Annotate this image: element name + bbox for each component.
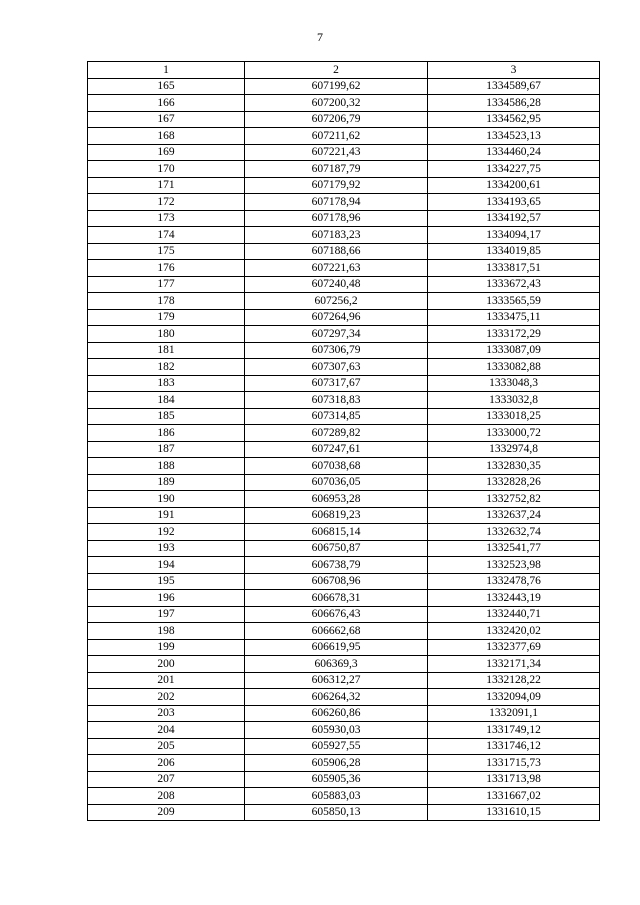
cell-x-coordinate: 607256,2 bbox=[245, 293, 428, 310]
cell-y-coordinate: 1334193,65 bbox=[428, 194, 600, 211]
cell-y-coordinate: 1332974,8 bbox=[428, 441, 600, 458]
cell-y-coordinate: 1332443,19 bbox=[428, 590, 600, 607]
cell-point-number: 170 bbox=[88, 161, 245, 178]
cell-y-coordinate: 1331713,98 bbox=[428, 771, 600, 788]
table-row bbox=[88, 128, 600, 145]
table-row bbox=[88, 359, 600, 376]
cell-x-coordinate: 607306,79 bbox=[245, 342, 428, 359]
cell-y-coordinate: 1332094,09 bbox=[428, 689, 600, 706]
cell-x-coordinate: 607206,79 bbox=[245, 111, 428, 128]
cell-point-number: 187 bbox=[88, 441, 245, 458]
cell-point-number: 180 bbox=[88, 326, 245, 343]
table-body bbox=[88, 78, 600, 821]
cell-x-coordinate: 607221,43 bbox=[245, 144, 428, 161]
cell-point-number: 195 bbox=[88, 573, 245, 590]
cell-point-number: 167 bbox=[88, 111, 245, 128]
cell-y-coordinate: 1332128,22 bbox=[428, 672, 600, 689]
table-row bbox=[88, 392, 600, 409]
cell-y-coordinate: 1332440,71 bbox=[428, 606, 600, 623]
cell-point-number: 181 bbox=[88, 342, 245, 359]
cell-point-number: 173 bbox=[88, 210, 245, 227]
cell-point-number: 176 bbox=[88, 260, 245, 277]
cell-y-coordinate: 1333475,11 bbox=[428, 309, 600, 326]
cell-x-coordinate: 607240,48 bbox=[245, 276, 428, 293]
column-header-y: 3 bbox=[428, 62, 600, 79]
column-header-number: 1 bbox=[88, 62, 245, 79]
cell-x-coordinate: 607307,63 bbox=[245, 359, 428, 376]
cell-x-coordinate: 605906,28 bbox=[245, 755, 428, 772]
cell-y-coordinate: 1334094,17 bbox=[428, 227, 600, 244]
table-row bbox=[88, 804, 600, 821]
cell-x-coordinate: 607221,63 bbox=[245, 260, 428, 277]
cell-point-number: 192 bbox=[88, 524, 245, 541]
table-row bbox=[88, 771, 600, 788]
cell-y-coordinate: 1331610,15 bbox=[428, 804, 600, 821]
cell-point-number: 172 bbox=[88, 194, 245, 211]
cell-y-coordinate: 1332171,34 bbox=[428, 656, 600, 673]
cell-y-coordinate: 1334586,28 bbox=[428, 95, 600, 112]
cell-y-coordinate: 1334227,75 bbox=[428, 161, 600, 178]
cell-point-number: 169 bbox=[88, 144, 245, 161]
cell-point-number: 177 bbox=[88, 276, 245, 293]
cell-y-coordinate: 1331667,02 bbox=[428, 788, 600, 805]
cell-y-coordinate: 1334589,67 bbox=[428, 78, 600, 95]
cell-x-coordinate: 607318,83 bbox=[245, 392, 428, 409]
cell-point-number: 197 bbox=[88, 606, 245, 623]
cell-x-coordinate: 607297,34 bbox=[245, 326, 428, 343]
page-number: 7 bbox=[317, 30, 323, 44]
column-header-x: 2 bbox=[245, 62, 428, 79]
table-row bbox=[88, 573, 600, 590]
table-row bbox=[88, 194, 600, 211]
cell-y-coordinate: 1333082,88 bbox=[428, 359, 600, 376]
cell-point-number: 201 bbox=[88, 672, 245, 689]
cell-y-coordinate: 1333048,3 bbox=[428, 375, 600, 392]
cell-x-coordinate: 606678,31 bbox=[245, 590, 428, 607]
cell-y-coordinate: 1333000,72 bbox=[428, 425, 600, 442]
cell-x-coordinate: 605927,55 bbox=[245, 738, 428, 755]
table-row bbox=[88, 78, 600, 95]
table-row bbox=[88, 705, 600, 722]
table-row bbox=[88, 491, 600, 508]
table-row bbox=[88, 375, 600, 392]
cell-y-coordinate: 1332091,1 bbox=[428, 705, 600, 722]
cell-point-number: 166 bbox=[88, 95, 245, 112]
header-row bbox=[88, 62, 600, 79]
table-row bbox=[88, 441, 600, 458]
table-row bbox=[88, 243, 600, 260]
cell-x-coordinate: 607183,23 bbox=[245, 227, 428, 244]
table-row bbox=[88, 540, 600, 557]
cell-x-coordinate: 606953,28 bbox=[245, 491, 428, 508]
cell-point-number: 179 bbox=[88, 309, 245, 326]
cell-point-number: 194 bbox=[88, 557, 245, 574]
table-row bbox=[88, 293, 600, 310]
cell-point-number: 165 bbox=[88, 78, 245, 95]
table-row bbox=[88, 606, 600, 623]
cell-x-coordinate: 607038,68 bbox=[245, 458, 428, 475]
cell-x-coordinate: 605883,03 bbox=[245, 788, 428, 805]
cell-point-number: 186 bbox=[88, 425, 245, 442]
table-row bbox=[88, 210, 600, 227]
cell-y-coordinate: 1334200,61 bbox=[428, 177, 600, 194]
cell-x-coordinate: 606819,23 bbox=[245, 507, 428, 524]
table-row bbox=[88, 639, 600, 656]
table-row bbox=[88, 672, 600, 689]
cell-point-number: 174 bbox=[88, 227, 245, 244]
cell-x-coordinate: 605850,13 bbox=[245, 804, 428, 821]
cell-point-number: 193 bbox=[88, 540, 245, 557]
table-row bbox=[88, 177, 600, 194]
cell-x-coordinate: 607178,96 bbox=[245, 210, 428, 227]
table-row bbox=[88, 524, 600, 541]
cell-x-coordinate: 605905,36 bbox=[245, 771, 428, 788]
table-row bbox=[88, 474, 600, 491]
table-row bbox=[88, 689, 600, 706]
table-row bbox=[88, 788, 600, 805]
cell-point-number: 207 bbox=[88, 771, 245, 788]
cell-x-coordinate: 606369,3 bbox=[245, 656, 428, 673]
cell-x-coordinate: 607200,32 bbox=[245, 95, 428, 112]
table-row bbox=[88, 623, 600, 640]
cell-y-coordinate: 1334192,57 bbox=[428, 210, 600, 227]
cell-y-coordinate: 1333817,51 bbox=[428, 260, 600, 277]
cell-y-coordinate: 1333032,8 bbox=[428, 392, 600, 409]
cell-x-coordinate: 607247,61 bbox=[245, 441, 428, 458]
cell-x-coordinate: 606264,32 bbox=[245, 689, 428, 706]
table-row bbox=[88, 309, 600, 326]
cell-x-coordinate: 607199,62 bbox=[245, 78, 428, 95]
cell-point-number: 205 bbox=[88, 738, 245, 755]
cell-x-coordinate: 606260,86 bbox=[245, 705, 428, 722]
cell-y-coordinate: 1333172,29 bbox=[428, 326, 600, 343]
cell-point-number: 183 bbox=[88, 375, 245, 392]
cell-y-coordinate: 1332523,98 bbox=[428, 557, 600, 574]
cell-point-number: 189 bbox=[88, 474, 245, 491]
cell-y-coordinate: 1332478,76 bbox=[428, 573, 600, 590]
cell-point-number: 171 bbox=[88, 177, 245, 194]
cell-point-number: 203 bbox=[88, 705, 245, 722]
cell-x-coordinate: 606619,95 bbox=[245, 639, 428, 656]
cell-x-coordinate: 607179,92 bbox=[245, 177, 428, 194]
table-row bbox=[88, 276, 600, 293]
cell-y-coordinate: 1332420,02 bbox=[428, 623, 600, 640]
table-row bbox=[88, 738, 600, 755]
coordinates-table bbox=[87, 61, 600, 821]
cell-x-coordinate: 607178,94 bbox=[245, 194, 428, 211]
cell-point-number: 178 bbox=[88, 293, 245, 310]
cell-x-coordinate: 606312,27 bbox=[245, 672, 428, 689]
cell-y-coordinate: 1331749,12 bbox=[428, 722, 600, 739]
cell-point-number: 175 bbox=[88, 243, 245, 260]
table-row bbox=[88, 342, 600, 359]
table-row bbox=[88, 507, 600, 524]
table-header bbox=[88, 62, 600, 79]
table-row bbox=[88, 557, 600, 574]
cell-y-coordinate: 1333672,43 bbox=[428, 276, 600, 293]
cell-y-coordinate: 1332632,74 bbox=[428, 524, 600, 541]
cell-y-coordinate: 1333018,25 bbox=[428, 408, 600, 425]
cell-point-number: 188 bbox=[88, 458, 245, 475]
cell-y-coordinate: 1334523,13 bbox=[428, 128, 600, 145]
cell-y-coordinate: 1334019,85 bbox=[428, 243, 600, 260]
table-row bbox=[88, 458, 600, 475]
cell-point-number: 202 bbox=[88, 689, 245, 706]
table-row bbox=[88, 408, 600, 425]
table-row bbox=[88, 590, 600, 607]
cell-y-coordinate: 1332637,24 bbox=[428, 507, 600, 524]
cell-x-coordinate: 606708,96 bbox=[245, 573, 428, 590]
table-row bbox=[88, 161, 600, 178]
cell-point-number: 198 bbox=[88, 623, 245, 640]
cell-x-coordinate: 606815,14 bbox=[245, 524, 428, 541]
cell-x-coordinate: 607036,05 bbox=[245, 474, 428, 491]
cell-point-number: 184 bbox=[88, 392, 245, 409]
table-row bbox=[88, 722, 600, 739]
cell-y-coordinate: 1333087,09 bbox=[428, 342, 600, 359]
cell-point-number: 196 bbox=[88, 590, 245, 607]
cell-point-number: 208 bbox=[88, 788, 245, 805]
cell-y-coordinate: 1334460,24 bbox=[428, 144, 600, 161]
table-row bbox=[88, 260, 600, 277]
cell-point-number: 204 bbox=[88, 722, 245, 739]
cell-x-coordinate: 606676,43 bbox=[245, 606, 428, 623]
cell-point-number: 185 bbox=[88, 408, 245, 425]
cell-y-coordinate: 1332541,77 bbox=[428, 540, 600, 557]
cell-x-coordinate: 607211,62 bbox=[245, 128, 428, 145]
table-row bbox=[88, 111, 600, 128]
cell-x-coordinate: 606738,79 bbox=[245, 557, 428, 574]
cell-point-number: 209 bbox=[88, 804, 245, 821]
table-row bbox=[88, 326, 600, 343]
cell-point-number: 190 bbox=[88, 491, 245, 508]
cell-y-coordinate: 1331746,12 bbox=[428, 738, 600, 755]
table-row bbox=[88, 95, 600, 112]
cell-point-number: 206 bbox=[88, 755, 245, 772]
cell-point-number: 168 bbox=[88, 128, 245, 145]
cell-point-number: 199 bbox=[88, 639, 245, 656]
cell-x-coordinate: 607264,96 bbox=[245, 309, 428, 326]
cell-x-coordinate: 607317,67 bbox=[245, 375, 428, 392]
cell-x-coordinate: 607188,66 bbox=[245, 243, 428, 260]
cell-point-number: 191 bbox=[88, 507, 245, 524]
cell-point-number: 200 bbox=[88, 656, 245, 673]
cell-y-coordinate: 1332377,69 bbox=[428, 639, 600, 656]
table-row bbox=[88, 425, 600, 442]
table-row bbox=[88, 227, 600, 244]
cell-x-coordinate: 607289,82 bbox=[245, 425, 428, 442]
cell-x-coordinate: 605930,03 bbox=[245, 722, 428, 739]
table-row bbox=[88, 755, 600, 772]
cell-y-coordinate: 1332828,26 bbox=[428, 474, 600, 491]
table-row bbox=[88, 656, 600, 673]
cell-point-number: 182 bbox=[88, 359, 245, 376]
cell-y-coordinate: 1332752,82 bbox=[428, 491, 600, 508]
cell-y-coordinate: 1334562,95 bbox=[428, 111, 600, 128]
table-row bbox=[88, 144, 600, 161]
cell-y-coordinate: 1333565,59 bbox=[428, 293, 600, 310]
cell-x-coordinate: 606662,68 bbox=[245, 623, 428, 640]
cell-x-coordinate: 607187,79 bbox=[245, 161, 428, 178]
cell-y-coordinate: 1331715,73 bbox=[428, 755, 600, 772]
cell-y-coordinate: 1332830,35 bbox=[428, 458, 600, 475]
cell-x-coordinate: 606750,87 bbox=[245, 540, 428, 557]
cell-x-coordinate: 607314,85 bbox=[245, 408, 428, 425]
